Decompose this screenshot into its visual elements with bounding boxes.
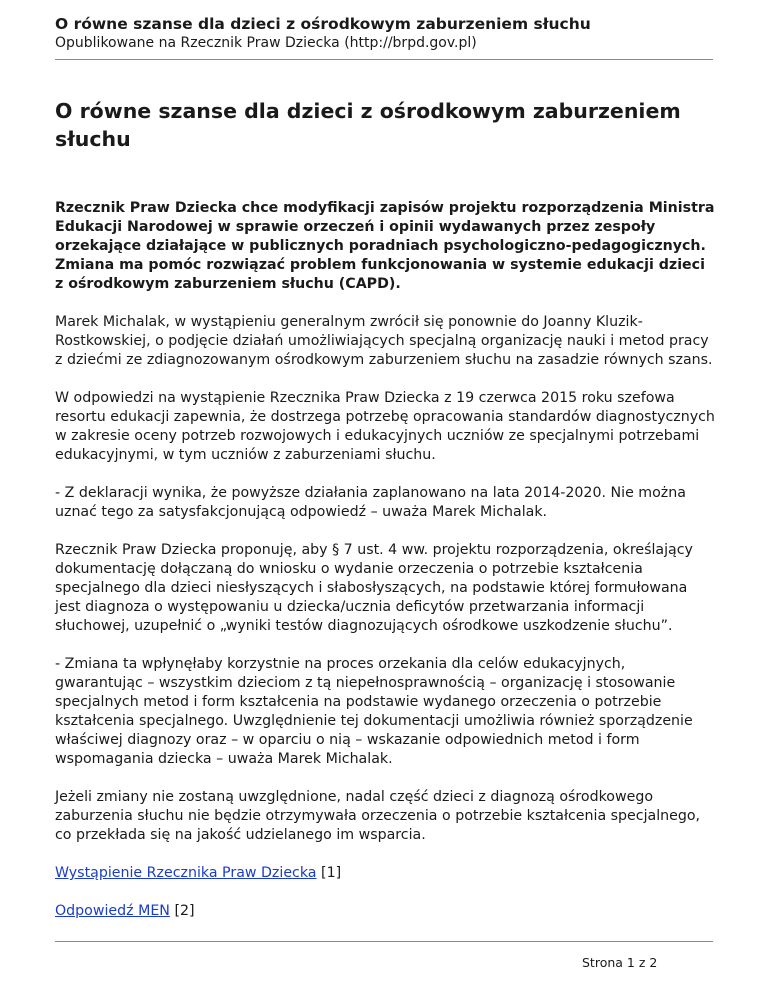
- article-paragraph: - Zmiana ta wpłynęłaby korzystnie na proces orzekania dla celów edukacyjnych, gwarantując – wszystkim dzieciom z tą niepełnosprawnością – organizację i stosowanie specjalnych metod i form kształcenia na podstawie wydanego orzeczenia o potrzebie kształcenia specjalnego. Uwzględnienie tej dokumentacji umożliwia również sporządzenie właściwej diagnozy oraz – w oparciu o nią – wskazanie odpowiednich metod i form wspomagania dziecka – uważa Marek Michalak.: [55, 656, 693, 767]
- link-ref: [1]: [321, 865, 342, 881]
- header-source: Opublikowane na Rzecznik Praw Dziecka (http://brpd.gov.pl): [55, 35, 477, 51]
- article-lead: Rzecznik Praw Dziecka chce modyfikacji zapisów projektu rozporządzenia Ministra Edukacji Narodowej w sprawie orzeczeń i opinii wydawanych przez zespoły orzekające działające w publicznych poradniach psychologiczno-pedagogicznych. Zmiana ma pomóc rozwiązać problem funkcjonowania w systemie edukacji dzieci z ośrodkowym zaburzeniem słuchu (CAPD).: [55, 200, 715, 292]
- link-men-response[interactable]: Odpowiedź MEN: [55, 903, 170, 919]
- article-paragraph: W odpowiedzi na wystąpienie Rzecznika Praw Dziecka z 19 czerwca 2015 roku szefowa resortu edukacji zapewnia, że dostrzega potrzebę opracowania standardów diagnostycznych w zakresie oceny potrzeb rozwojowych i edukacyjnych uczniów ze specjalnymi potrzebami edukacyjnymi, w tym uczniów z zaburzeniami słuchu.: [55, 390, 715, 463]
- link-ref: [2]: [174, 903, 195, 919]
- article-title: O równe szanse dla dzieci z ośrodkowym zaburzeniem słuchu: [55, 99, 681, 151]
- footer-divider: [55, 941, 713, 942]
- header-divider: [55, 59, 713, 60]
- document-page: [55, 0, 715, 921]
- article-paragraph: Jeżeli zmiany nie zostaną uwzględnione, nadal część dzieci z diagnozą ośrodkowego zaburzenia słuchu nie będzie otrzymywała orzeczenia o potrzebie kształcenia specjalnego, co przekłada się na jakość udzielanego im wsparcia.: [55, 789, 701, 843]
- link-line: [55, 902, 715, 921]
- header-title: O równe szanse dla dzieci z ośrodkowym zaburzeniem słuchu: [55, 15, 591, 33]
- page-header: [55, 0, 715, 53]
- article-paragraph: Marek Michalak, w wystąpieniu generalnym zwrócił się ponownie do Joanny Kluzik-Rostkowskiej, o podjęcie działań umożliwiających specjalną organizację nauki i metod pracy z dziećmi ze zdiagnozowanym ośrodkowym zaburzeniem słuchu na zasadzie równych szans.: [55, 314, 713, 368]
- article-paragraph: Rzecznik Praw Dziecka proponuję, aby § 7 ust. 4 ww. projektu rozporządzenia, określający dokumentację dołączaną do wniosku o wydanie orzeczenia o potrzebie kształcenia specjalnego dla dzieci niesłyszących i słabosłyszących, na podstawie której formułowana jest diagnoza o występowaniu u dziecka/ucznia deficytów przetwarzania informacji słuchowej, uzupełnić o „wyniki testów diagnozujących ośrodkowe uszkodzenie słuchu”.: [55, 542, 693, 634]
- link-rpd-statement[interactable]: Wystąpienie Rzecznika Praw Dziecka: [55, 865, 317, 881]
- article-paragraph: - Z deklaracji wynika, że powyższe działania zaplanowano na lata 2014-2020. Nie można uznać tego za satysfakcjonującą odpowiedź – uważa Marek Michalak.: [55, 485, 686, 520]
- page-number: Strona 1 z 2: [582, 955, 658, 970]
- link-line: [55, 864, 715, 883]
